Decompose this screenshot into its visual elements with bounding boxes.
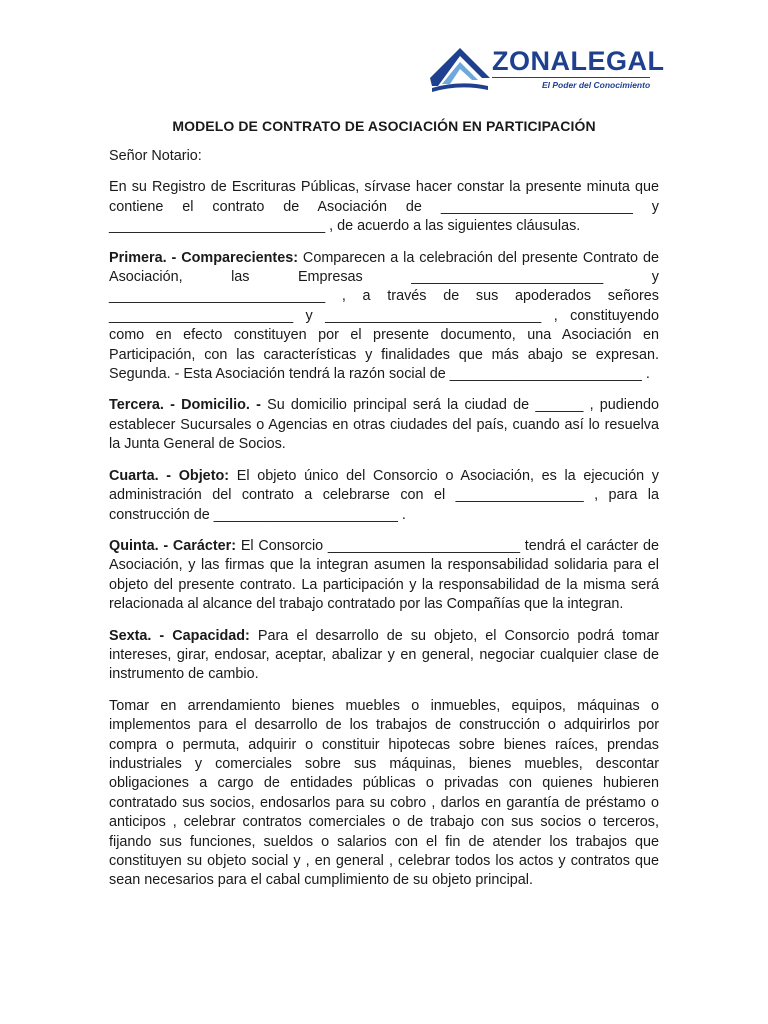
logo-divider xyxy=(492,77,650,78)
clause-heading: Sexta. - Capacidad: xyxy=(109,627,250,644)
clause-text: Para el desarrollo de su objeto, el Consorcio podrá tomar intereses, girar, endosar, aceptar, abalizar y en general, negociar cualquier clase de instrumento de cambio. xyxy=(109,627,659,683)
house-logo-icon xyxy=(428,44,492,94)
clause-heading: Primera. - Comparecientes: xyxy=(109,249,298,266)
closing-paragraph: Tomar en arrendamiento bienes muebles o inmuebles, equipos, máquinas o implementos para el desarrollo de los trabajos de construcción o adquirirlos por compra o permuta, adquirir o constituir hipotecas sobre bienes raíces, prendas industriales y comerciales sobre sus máquinas, bienes muebles, descontar obligaciones a cargo de entidades públicas o privadas con quienes hubieren contratado sus socios, endosarlos para su cobro , darlos en garantía de préstamo o anticipos , celebrar contratos comerciales o de trabajo con sus socios o terceros, fijando sus funciones, sueldos o salarios con el fin de atender los trabajos que constituyen su objeto social y , en general , celebrar todos los actos y contratos que sean necesarios para el cabal cumplimiento de su objeto principal. xyxy=(109,697,659,889)
document-title: MODELO DE CONTRATO DE ASOCIACIÓN EN PARTICIPACIÓN xyxy=(172,118,596,134)
clause-text: Su domicilio principal será la ciudad de ______ , pudiendo establecer Sucursales o Agencias en otras ciudades del país, cuando así lo resuelva la Junta General de Socios. xyxy=(109,397,659,453)
intro-paragraph: En su Registro de Escrituras Públicas, sírvase hacer constar la presente minuta que contiene el contrato de Asociación de ________________________ y ___________________________ , de acuerdo a las siguientes cláusulas. xyxy=(109,179,659,235)
clause-quinta xyxy=(109,537,659,615)
clause-text: El objeto único del Consorcio o Asociación, es la ejecución y administración del contrato a celebrarse con el ________________ , para la construcción de _______________________ . xyxy=(109,467,660,523)
clause-cuarta xyxy=(109,467,659,525)
clause-primera xyxy=(109,249,659,385)
brand-name: ZONALEGAL xyxy=(492,46,665,76)
clause-heading: Cuarta. - Objeto: xyxy=(109,467,230,484)
brand-tagline: El Poder del Conocimiento xyxy=(542,80,651,90)
clause-heading: Tercera. - Domicilio. - xyxy=(109,397,261,414)
clause-text: El Consorcio ________________________ tendrá el carácter de Asociación, y las firmas que la integran asumen la responsabilidad solidaria para el objeto del presente contrato. La participación y la responsabilidad de la misma será relacionada al alcance del trabajo contratado por las Compañías que la integran. xyxy=(109,537,659,613)
document-body xyxy=(109,118,659,903)
clause-text: Comparecen a la celebración del presente Contrato de Asociación, las Empresas ________________________ y ___________________________ , a través de sus apoderados señores _______________________ y ___________________________ , constituyendo como en efecto constituyen por el presente documento, una Asociación en Participación, con las características y finalidades que más abajo se expresan. Segunda. - Esta Asociación tendrá la razón social de ________________________ . xyxy=(109,249,659,383)
clause-heading: Quinta. - Carácter: xyxy=(109,537,237,554)
zonalegal-logo xyxy=(428,44,665,94)
clause-tercera xyxy=(109,396,659,454)
clause-sexta xyxy=(109,627,659,685)
salutation: Señor Notario: xyxy=(109,148,202,164)
